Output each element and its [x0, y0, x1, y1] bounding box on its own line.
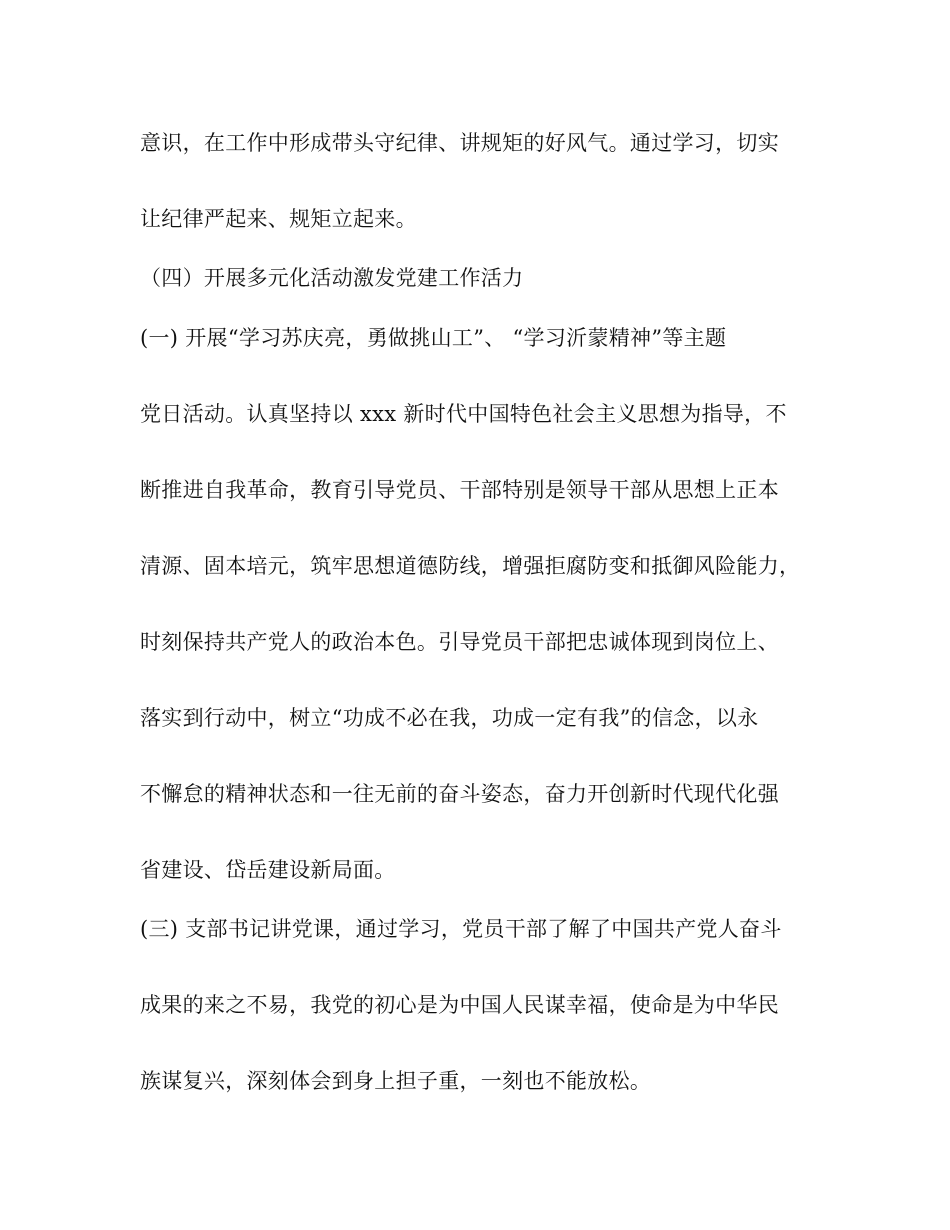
paragraph-line-13: 族谋复兴，深刻体会到身上担子重，一刻也不能放松。: [140, 1069, 652, 1093]
paragraph-line-12: 成果的来之不易，我党的初心是为中国人民谋幸福，使命是为中华民: [140, 993, 779, 1017]
paragraph-line-6: 清源、固本培元，筑牢思想道德防线，增强拒腐防变和抵御风险能力，: [140, 554, 801, 578]
paragraph-line-5: 断推进自我革命，教育引导党员、干部特别是领导干部从思想上正本: [140, 478, 779, 502]
paragraph-line-7: 时刻保持共产党人的政治本色。引导党员干部把忠诚体现到岗位上、: [140, 630, 779, 654]
paragraph-line-4: 党日活动。认真坚持以 xxx 新时代中国特色社会主义思想为指导，不: [140, 402, 787, 426]
paragraph-line-8: 落实到行动中，树立“功成不必在我，功成一定有我”的信念，以永: [140, 706, 759, 730]
paragraph-line-9: 不懈怠的精神状态和一往无前的奋斗姿态，奋力开创新时代现代化强: [140, 782, 779, 806]
paragraph-line-3: (一) 开展“学习苏庆亮，勇做挑山工”、 “学习沂蒙精神”等主题: [140, 326, 727, 350]
section-heading: （四）开展多元化活动激发党建工作活力: [140, 266, 524, 290]
paragraph-line-10: 省建设、岱岳建设新局面。: [140, 858, 396, 882]
paragraph-line-11: (三) 支部书记讲党课，通过学习，党员干部了解了中国共产党人奋斗: [140, 917, 782, 941]
paragraph-line-2: 让纪律严起来、规矩立起来。: [140, 207, 417, 231]
paragraph-line-1: 意识，在工作中形成带头守纪律、讲规矩的好风气。通过学习，切实: [140, 131, 779, 155]
